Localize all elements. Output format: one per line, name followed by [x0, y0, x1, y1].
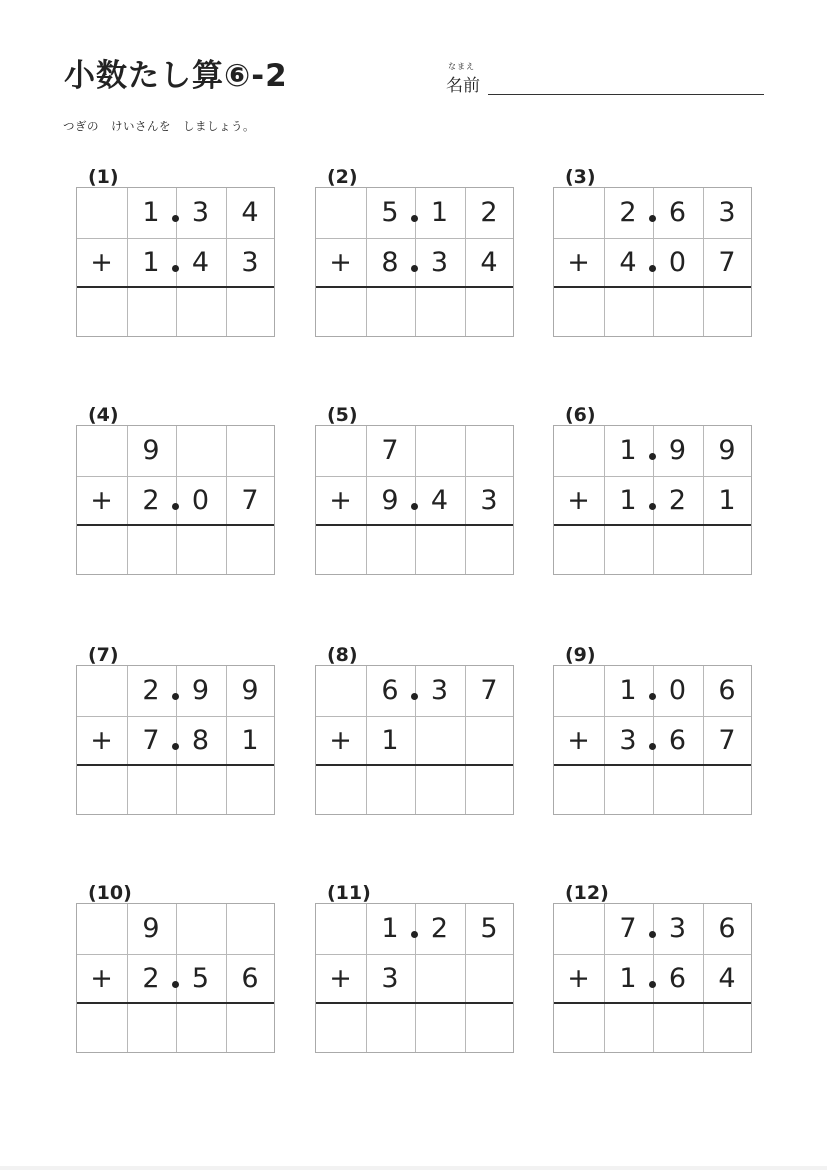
bottom-digit: 1 — [241, 724, 259, 756]
decimal-point — [411, 215, 418, 222]
answer-cell[interactable] — [226, 525, 275, 574]
bottom-digit: 1 — [619, 484, 637, 516]
top-digit — [316, 666, 365, 715]
bottom-digit: 4 — [430, 484, 449, 516]
bottom-digit: 1 — [142, 246, 160, 278]
problem-3 — [553, 166, 753, 356]
plus-sign: + — [567, 484, 590, 516]
problem-number: (10) — [88, 882, 132, 904]
calculation-grid — [553, 665, 752, 815]
top-digit — [316, 426, 365, 475]
answer-cell[interactable] — [554, 525, 603, 574]
plus-sign: + — [329, 484, 352, 516]
plus-sign: + — [567, 962, 590, 994]
decimal-point — [172, 215, 179, 222]
page-bottom-band — [0, 1166, 827, 1170]
answer-cell[interactable] — [465, 765, 514, 814]
name-writing-line[interactable] — [488, 94, 764, 95]
top-digit: 7 — [480, 675, 498, 706]
calculation-grid — [76, 903, 275, 1053]
problem-6 — [553, 404, 753, 594]
top-digit: 1 — [619, 435, 637, 466]
top-digit: 9 — [142, 913, 160, 944]
bottom-digit: 3 — [619, 724, 637, 756]
problem-number: (12) — [565, 882, 609, 904]
answer-cell[interactable] — [226, 1003, 275, 1052]
top-digit: 3 — [718, 197, 736, 228]
answer-cell[interactable] — [465, 287, 514, 336]
bottom-digit: 7 — [718, 246, 736, 278]
answer-cell[interactable] — [366, 1003, 415, 1052]
bottom-digit: 2 — [142, 962, 160, 994]
bottom-digit: 5 — [191, 962, 210, 994]
decimal-point — [411, 265, 418, 272]
answer-cell[interactable] — [226, 287, 275, 336]
bottom-digit — [465, 954, 514, 1003]
top-digit: 9 — [718, 435, 736, 466]
answer-cell[interactable] — [465, 1003, 514, 1052]
top-digit — [226, 904, 275, 953]
top-digit — [77, 426, 126, 475]
answer-cell[interactable] — [77, 765, 126, 814]
plus-sign: + — [567, 246, 590, 278]
bottom-digit: 8 — [381, 246, 399, 278]
top-digit — [554, 904, 603, 953]
top-digit: 6 — [381, 675, 399, 706]
plus-sign: + — [329, 724, 352, 756]
top-digit: 3 — [430, 675, 449, 706]
decimal-point — [172, 265, 179, 272]
calculation-grid — [553, 187, 752, 337]
decimal-point — [649, 215, 656, 222]
decimal-point — [649, 693, 656, 700]
bottom-digit: 4 — [619, 246, 637, 278]
answer-cell[interactable] — [127, 765, 176, 814]
answer-cell[interactable] — [176, 525, 225, 574]
top-digit — [465, 426, 514, 475]
calculation-grid — [553, 903, 752, 1053]
calculation-grid — [315, 903, 514, 1053]
top-digit: 2 — [619, 197, 637, 228]
top-digit — [176, 904, 225, 953]
bottom-digit: 3 — [381, 962, 399, 994]
bottom-digit: 8 — [191, 724, 210, 756]
plus-sign: + — [90, 724, 113, 756]
top-digit — [415, 426, 464, 475]
problem-number: (9) — [565, 644, 596, 666]
bottom-digit — [415, 954, 464, 1003]
bottom-digit: 4 — [191, 246, 210, 278]
decimal-point — [649, 981, 656, 988]
top-digit — [554, 426, 603, 475]
top-digit: 6 — [668, 197, 687, 228]
bottom-digit: 9 — [381, 484, 399, 516]
name-field-area — [446, 58, 766, 98]
plus-sign: + — [329, 962, 352, 994]
problem-7 — [76, 644, 276, 834]
bottom-digit: 7 — [718, 724, 736, 756]
page-title: 小数たし算⑥-2 — [64, 58, 288, 94]
top-digit — [316, 904, 365, 953]
bottom-digit: 3 — [430, 246, 449, 278]
answer-cell[interactable] — [703, 525, 752, 574]
name-ruby: なまえ — [448, 62, 475, 71]
top-digit — [226, 426, 275, 475]
instruction-text: つぎの けいさんを しましょう。 — [63, 119, 255, 133]
top-digit: 2 — [142, 675, 160, 706]
top-digit: 6 — [718, 913, 736, 944]
problem-1 — [76, 166, 276, 356]
problem-number: (3) — [565, 166, 596, 188]
bottom-digit: 2 — [668, 484, 687, 516]
answer-cell[interactable] — [653, 287, 702, 336]
plus-sign: + — [90, 246, 113, 278]
problem-5 — [315, 404, 515, 594]
bottom-digit: 4 — [480, 246, 498, 278]
answer-cell[interactable] — [226, 765, 275, 814]
top-digit: 3 — [191, 197, 210, 228]
problem-12 — [553, 882, 753, 1072]
top-digit: 1 — [142, 197, 160, 228]
problem-4 — [76, 404, 276, 594]
answer-cell[interactable] — [316, 765, 365, 814]
answer-cell[interactable] — [703, 765, 752, 814]
answer-cell[interactable] — [366, 525, 415, 574]
decimal-point — [649, 265, 656, 272]
calculation-grid — [315, 187, 514, 337]
top-digit: 4 — [241, 197, 259, 228]
plus-sign: + — [90, 962, 113, 994]
bottom-digit: 4 — [718, 962, 736, 994]
top-digit: 9 — [142, 435, 160, 466]
calculation-grid — [315, 665, 514, 815]
bottom-digit: 3 — [480, 484, 498, 516]
bottom-digit: 0 — [668, 246, 687, 278]
top-digit — [316, 188, 365, 237]
answer-cell[interactable] — [316, 525, 365, 574]
problem-9 — [553, 644, 753, 834]
top-digit: 3 — [668, 913, 687, 944]
top-digit — [77, 904, 126, 953]
answer-cell[interactable] — [703, 287, 752, 336]
decimal-point — [172, 743, 179, 750]
answer-cell[interactable] — [554, 287, 603, 336]
top-digit: 2 — [430, 913, 449, 944]
answer-cell[interactable] — [465, 525, 514, 574]
decimal-point — [649, 453, 656, 460]
bottom-digit: 7 — [241, 484, 259, 516]
problem-8 — [315, 644, 515, 834]
answer-cell[interactable] — [554, 765, 603, 814]
answer-cell[interactable] — [415, 525, 464, 574]
calculation-grid — [76, 665, 275, 815]
bottom-digit — [465, 716, 514, 765]
top-digit: 1 — [381, 913, 399, 944]
calculation-grid — [76, 425, 275, 575]
answer-cell[interactable] — [316, 287, 365, 336]
decimal-point — [172, 503, 179, 510]
top-digit: 9 — [241, 675, 259, 706]
top-digit: 2 — [480, 197, 498, 228]
problem-number: (1) — [88, 166, 119, 188]
answer-cell[interactable] — [366, 287, 415, 336]
problem-number: (2) — [327, 166, 358, 188]
bottom-digit: 1 — [718, 484, 736, 516]
decimal-point — [649, 931, 656, 938]
problem-number: (11) — [327, 882, 371, 904]
answer-cell[interactable] — [703, 1003, 752, 1052]
bottom-digit — [415, 716, 464, 765]
calculation-grid — [553, 425, 752, 575]
answer-cell[interactable] — [415, 1003, 464, 1052]
answer-cell[interactable] — [127, 287, 176, 336]
plus-sign: + — [567, 724, 590, 756]
answer-cell[interactable] — [653, 525, 702, 574]
calculation-grid — [315, 425, 514, 575]
top-digit: 9 — [191, 675, 210, 706]
decimal-point — [411, 693, 418, 700]
bottom-digit: 7 — [142, 724, 160, 756]
answer-cell[interactable] — [127, 1003, 176, 1052]
answer-cell[interactable] — [127, 525, 176, 574]
answer-cell[interactable] — [316, 1003, 365, 1052]
answer-cell[interactable] — [176, 287, 225, 336]
top-digit — [77, 666, 126, 715]
answer-cell[interactable] — [176, 1003, 225, 1052]
bottom-digit: 1 — [381, 724, 399, 756]
decimal-point — [172, 981, 179, 988]
answer-cell[interactable] — [604, 287, 653, 336]
decimal-point — [172, 693, 179, 700]
top-digit — [554, 188, 603, 237]
top-digit: 0 — [668, 675, 687, 706]
answer-cell[interactable] — [176, 765, 225, 814]
top-digit: 7 — [619, 913, 637, 944]
bottom-digit: 6 — [668, 724, 687, 756]
bottom-digit: 6 — [241, 962, 259, 994]
answer-cell[interactable] — [415, 765, 464, 814]
problem-2 — [315, 166, 515, 356]
top-digit: 7 — [381, 435, 399, 466]
answer-cell[interactable] — [77, 287, 126, 336]
answer-cell[interactable] — [554, 1003, 603, 1052]
top-digit: 1 — [430, 197, 449, 228]
name-label: 名前 — [446, 76, 480, 96]
bottom-digit: 3 — [241, 246, 259, 278]
problem-11 — [315, 882, 515, 1072]
problem-number: (5) — [327, 404, 358, 426]
top-digit — [77, 188, 126, 237]
bottom-digit: 0 — [191, 484, 210, 516]
plus-sign: + — [90, 484, 113, 516]
top-digit — [554, 666, 603, 715]
answer-cell[interactable] — [415, 287, 464, 336]
problem-number: (8) — [327, 644, 358, 666]
problem-number: (7) — [88, 644, 119, 666]
bottom-digit: 1 — [619, 962, 637, 994]
answer-cell[interactable] — [653, 1003, 702, 1052]
top-digit: 6 — [718, 675, 736, 706]
answer-cell[interactable] — [77, 1003, 126, 1052]
top-digit: 5 — [480, 913, 498, 944]
answer-cell[interactable] — [653, 765, 702, 814]
top-digit: 5 — [381, 197, 399, 228]
decimal-point — [411, 503, 418, 510]
answer-cell[interactable] — [604, 765, 653, 814]
answer-cell[interactable] — [604, 1003, 653, 1052]
answer-cell[interactable] — [366, 765, 415, 814]
decimal-point — [649, 503, 656, 510]
calculation-grid — [76, 187, 275, 337]
top-digit — [176, 426, 225, 475]
problem-number: (6) — [565, 404, 596, 426]
problem-number: (4) — [88, 404, 119, 426]
bottom-digit: 6 — [668, 962, 687, 994]
answer-cell[interactable] — [604, 525, 653, 574]
top-digit: 1 — [619, 675, 637, 706]
decimal-point — [649, 743, 656, 750]
answer-cell[interactable] — [77, 525, 126, 574]
top-digit: 9 — [668, 435, 687, 466]
decimal-point — [411, 931, 418, 938]
problem-10 — [76, 882, 276, 1072]
bottom-digit: 2 — [142, 484, 160, 516]
plus-sign: + — [329, 246, 352, 278]
